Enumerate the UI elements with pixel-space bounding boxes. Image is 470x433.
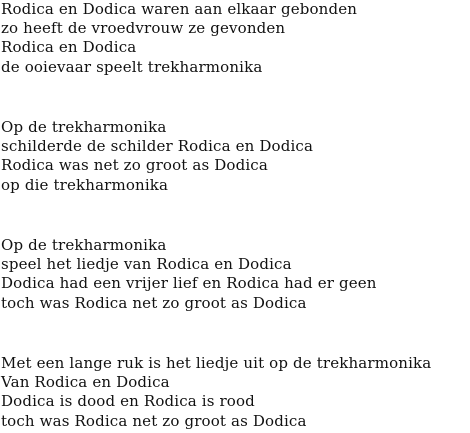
stanza-2: [1, 118, 313, 195]
poem-line: Rodica en Dodica waren aan elkaar gebonden: [1, 0, 358, 18]
poem-line: Van Rodica en Dodica: [1, 373, 170, 392]
poem-line: toch was Rodica net zo groot as Dodica: [1, 293, 307, 312]
poem-line: Op de trekharmonika: [1, 236, 167, 254]
stanza-4: [1, 354, 431, 431]
poem-line: schilderde de schilder Rodica en Dodica: [1, 137, 314, 156]
stanza-1: [1, 0, 357, 77]
poem-line: Met een lange ruk is het liedje uit op de trekharmonika: [1, 354, 432, 372]
poem-line: Rodica was net zo groot as Dodica: [1, 156, 268, 175]
poem-line: Dodica is dood en Rodica is rood: [1, 392, 255, 411]
stanza-3: [1, 236, 377, 313]
poem-line: Op de trekharmonika: [1, 118, 167, 136]
poem-line: toch was Rodica net zo groot as Dodica: [1, 411, 307, 430]
poem-line: de ooievaar speelt trekharmonika: [1, 57, 263, 76]
poem-line: op die trekharmonika: [1, 175, 169, 194]
poem-line: Rodica en Dodica: [1, 38, 137, 57]
poem-line: speel het liedje van Rodica en Dodica: [1, 255, 292, 274]
poem-line: zo heeft de vroedvrouw ze gevonden: [1, 19, 286, 38]
poem-line: Dodica had een vrijer lief en Rodica had er geen: [1, 274, 377, 293]
